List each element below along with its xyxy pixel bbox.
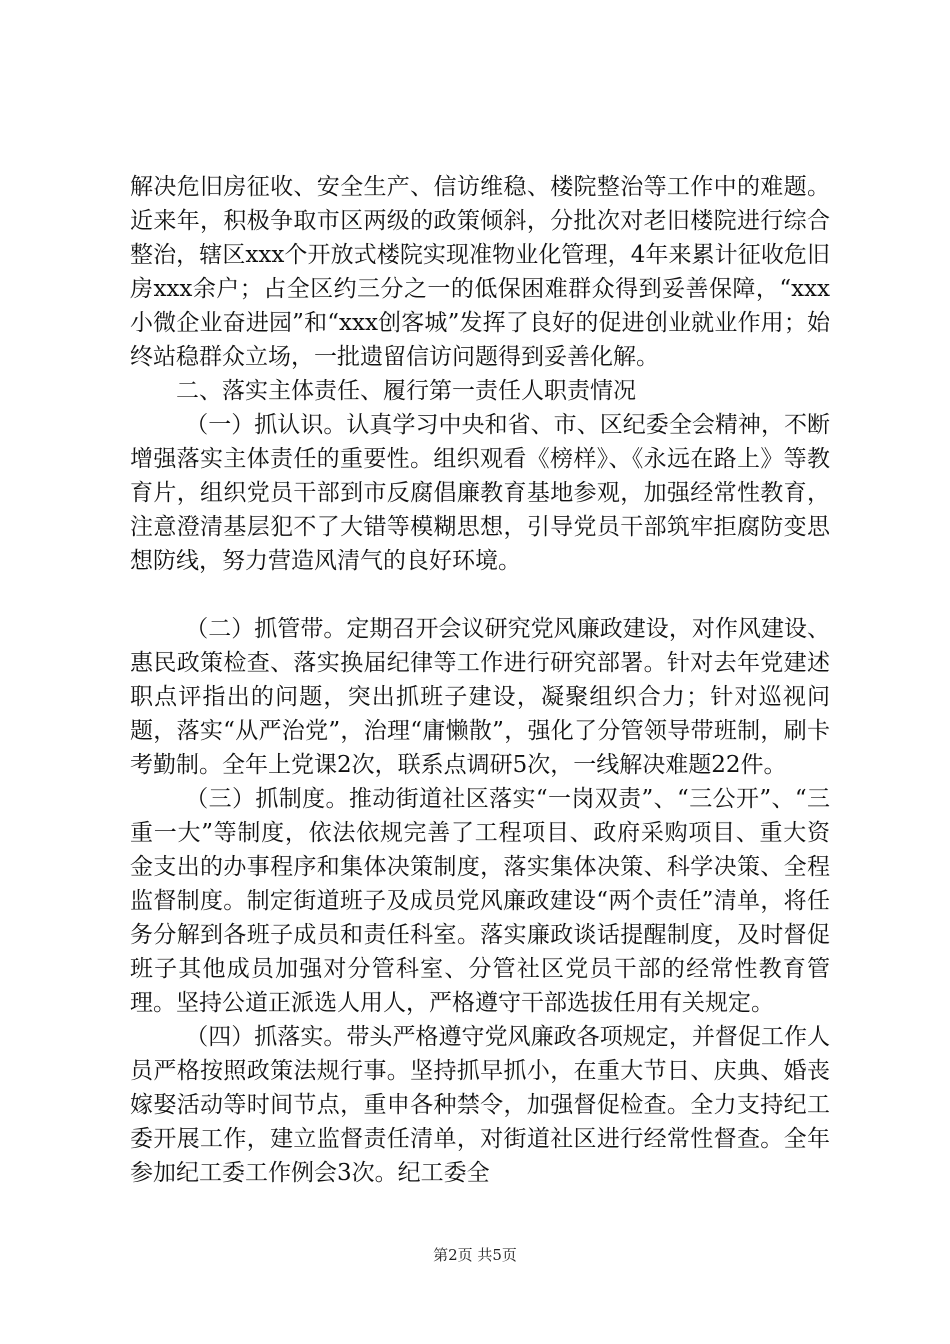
paragraph-implementation: （四）抓落实。带头严格遵守党风廉政各项规定，并督促工作人员严格按照政策法规行事。坚持抓早抓小，在重大节日、庆典、婚丧嫁娶活动等时间节点，重申各种禁令，加强督促检查。全力支持纪工委开展工作，建立监督责任清单，对街道社区进行经常性督查。全年参加纪工委工作例会3次。纪工委全: [130, 1024, 830, 1186]
page-number: 第2页 共5页: [433, 1246, 517, 1264]
paragraph-management: （二）抓管带。定期召开会议研究党风廉政建设，对作风建设、惠民政策检查、落实换届纪律等工作进行研究部署。针对去年党建述职点评指出的问题，突出抓班子建设，凝聚组织合力；针对巡视问题，落实“从严治党”，治理“庸懒散”，强化了分管领导带班制，刷卡考勤制。全年上党课2次，联系点调研5次，一线解决难题22件。: [130, 616, 830, 778]
paragraph-continuation: 解决危旧房征收、安全生产、信访维稳、楼院整治等工作中的难题。近来年，积极争取市区两级的政策倾斜，分批次对老旧楼院进行综合整治，辖区xxx个开放式楼院实现准物业化管理，4年来累计征收危旧房xxx余户；占全区约三分之一的低保困难群众得到妥善保障，“xxx小微企业奋进园”和“xxx创客城”发挥了良好的促进创业就业作用；始终站稳群众立场，一批遗留信访问题得到妥善化解。: [130, 174, 830, 370]
document-body: [130, 170, 830, 1190]
section-heading: 二、落实主体责任、履行第一责任人职责情况: [176, 378, 636, 404]
paragraph-system: （三）抓制度。推动街道社区落实“一岗双责”、“三公开”、“三重一大”等制度，依法依规完善了工程项目、政府采购项目、重大资金支出的办事程序和集体决策制度，落实集体决策、科学决策、全程监督制度。制定街道班子及成员党风廉政建设“两个责任”清单，将任务分解到各班子成员和责任科室。落实廉政谈话提醒制度，及时督促班子其他成员加强对分管科室、分管社区党员干部的经常性教育管理。坚持公道正派选人用人，严格遵守干部选拔任用有关规定。: [130, 786, 830, 1016]
paragraph-awareness: （一）抓认识。认真学习中央和省、市、区纪委全会精神，不断增强落实主体责任的重要性。组织观看《榜样》、《永远在路上》等教育片，组织党员干部到市反腐倡廉教育基地参观，加强经常性教育，注意澄清基层犯不了大错等模糊思想，引导党员干部筑牢拒腐防变思想防线，努力营造风清气的良好环境。: [130, 412, 830, 574]
